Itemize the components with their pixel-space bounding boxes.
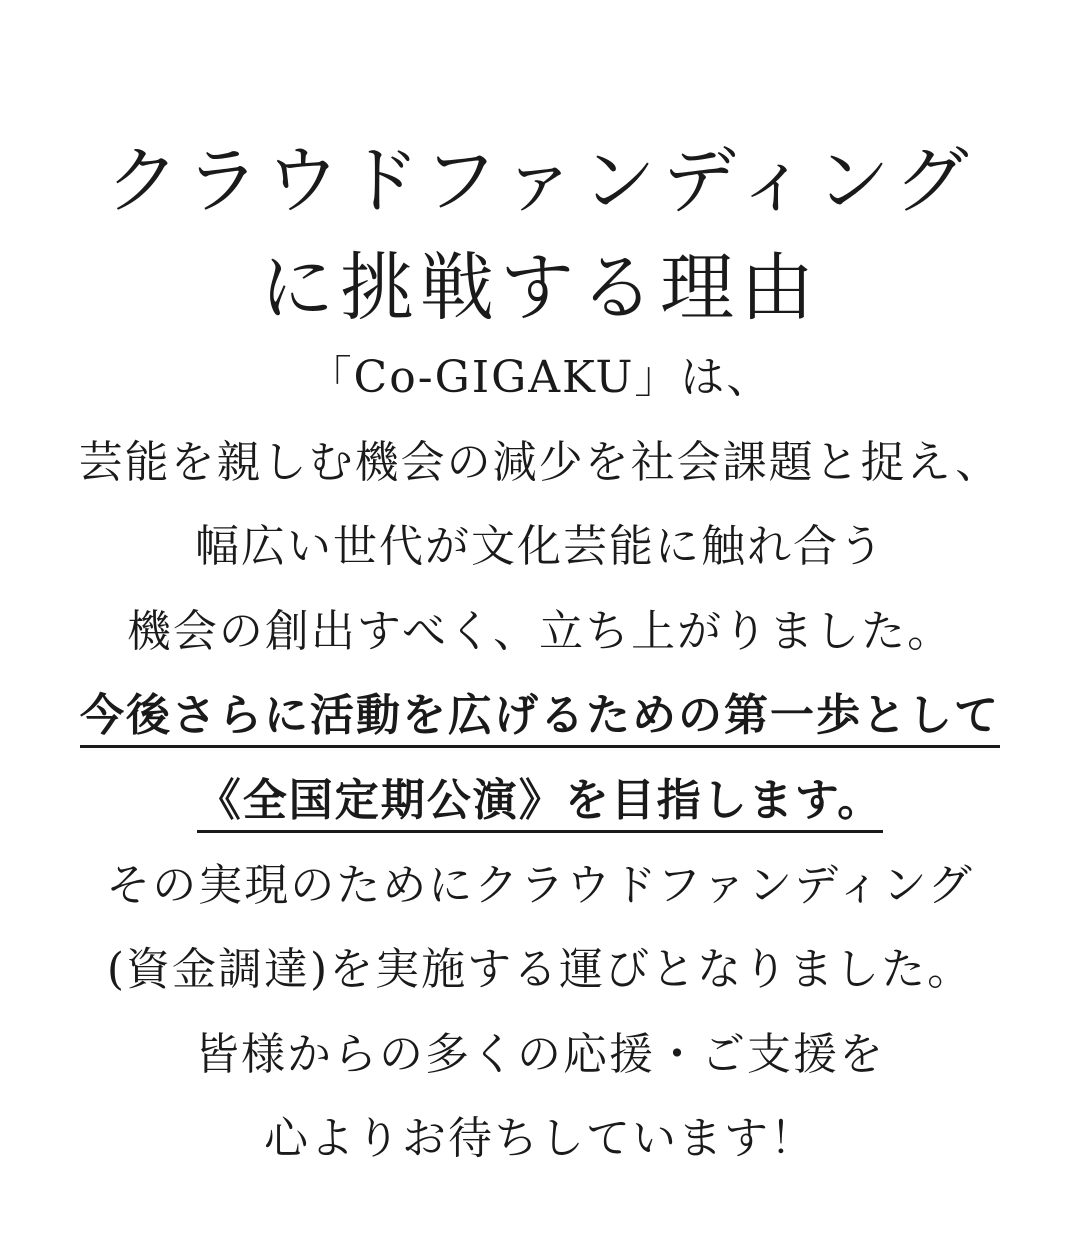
body-line-closing: 心よりお待ちしています！	[264, 1113, 816, 1165]
body-line-founding: 機会の創出すべく、立ち上がりました。	[126, 605, 954, 657]
body-line-intro: 「Co-GIGAKU」は、	[307, 352, 773, 403]
title-line-2: に挑戦する理由	[260, 244, 820, 331]
page-title	[0, 128, 1080, 342]
body-line-fundraising: (資金調達)を実施する運びとなりました。	[106, 944, 974, 996]
emphasis-text-first-step: 今後さらに活動を広げるための第一歩として	[80, 690, 1000, 748]
body-line-generations: 幅広い世代が文化芸能に触れ合う	[195, 521, 885, 573]
body-line-support: 皆様からの多くの応援・ご支援を	[195, 1028, 885, 1080]
emphasis-text-national-tour: 《全国定期公演》を目指します。	[197, 775, 883, 833]
emphasis-line-first-step	[0, 674, 1080, 759]
emphasis-line-national-tour	[0, 759, 1080, 844]
body-line-social-issue: 芸能を親しむ機会の減少を社会課題と捉え、	[78, 436, 1002, 488]
title-line-1: クラウドファンディング	[105, 137, 975, 224]
body-paragraph	[0, 336, 1080, 1182]
body-line-crowdfunding: その実現のためにクラウドファンディング	[106, 859, 974, 911]
